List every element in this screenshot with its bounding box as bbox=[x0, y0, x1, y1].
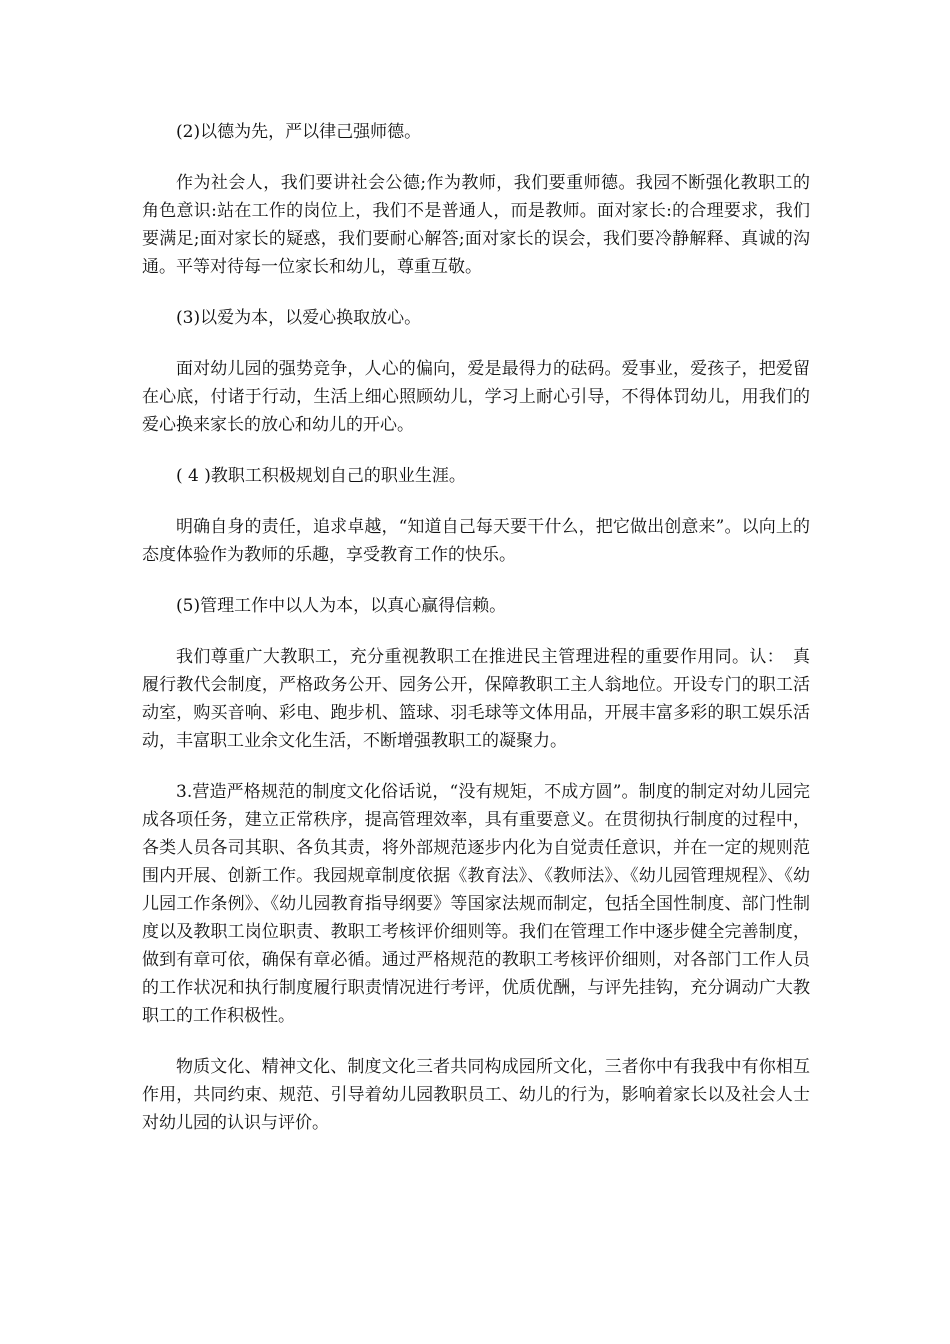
paragraph-institutional-culture: 3.营造严格规范的制度文化俗话说，“没有规矩，不成方圆”。制度的制定对幼儿园完成各项任务，建立正常秩序，提高管理效率，具有重要意义。在贯彻执行制度的过程中，各类人员各司其职、各负其责，将外部规范逐步内化为自觉责任意识，并在一定的规则范围内开展、创新工作。我园规章制度依据《教育法》、《教师法》、《幼儿园管理规程》、《幼儿园工作条例》、《幼儿园教育指导纲要》等国家法规而制定，包括全国性制度、部门性制度以及教职工岗位职责、教职工考核评价细则等。我们在管理工作中逐步健全完善制度，做到有章可依，确保有章必循。通过严格规范的教职工考核评价细则，对各部门工作人员的工作状况和执行制度履行职责情况进行考评，优质优酬，与评先挂钩，充分调动广大教职工的工作积极性。 bbox=[142, 782, 810, 1026]
document-body bbox=[142, 118, 810, 1160]
paragraph-conclusion: 物质文化、精神文化、制度文化三者共同构成园所文化，三者你中有我我中有你相互作用，共同约束、规范、引导着幼儿园教职员工、幼儿的行为，影响着家长以及社会人士对幼儿园的认识与评价。 bbox=[142, 1057, 810, 1133]
section-heading-5: (5)管理工作中以人为本，以真心赢得信赖。 bbox=[176, 596, 507, 616]
paragraph-love-based: 面对幼儿园的强势竞争，人心的偏向，爱是最得力的砝码。爱事业，爱孩子，把爱留在心底，付诸于行动，生活上细心照顾幼儿，学习上耐心引导，不得体罚幼儿，用我们的爱心换来家长的放心和幼儿的开心。 bbox=[142, 359, 810, 435]
paragraph-people-oriented: 我们尊重广大教职工，充分重视教职工在推进民主管理进程的重要作用同。认： 真履行教代会制度，严格政务公开、园务公开，保障教职工主人翁地位。开设专门的职工活动室，购买音响、彩电、跑步机、篮球、羽毛球等文体用品，开展丰富多彩的职工娱乐活动，丰富职工业余文化生活，不断增强教职工的凝聚力。 bbox=[142, 647, 810, 751]
paragraph-teacher-ethics: 作为社会人，我们要讲社会公德;作为教师，我们要重师德。我园不断强化教职工的角色意识:站在工作的岗位上，我们不是普通人，而是教师。面对家长:的合理要求，我们要满足;面对家长的疑惑，我们要耐心解答;面对家长的误会，我们要冷静解释、真诚的沟通。平等对待每一位家长和幼儿，尊重互敬。 bbox=[142, 173, 810, 277]
section-heading-3: (3)以爱为本，以爱心换取放心。 bbox=[176, 308, 422, 328]
section-heading-2: (2)以德为先，严以律己强师德。 bbox=[176, 122, 422, 142]
section-heading-4: ( 4 )教职工积极规划自己的职业生涯。 bbox=[176, 466, 466, 486]
paragraph-career-planning: 明确自身的责任，追求卓越，“知道自己每天要干什么，把它做出创意来”。以向上的态度体验作为教师的乐趣，享受教育工作的快乐。 bbox=[142, 517, 810, 565]
